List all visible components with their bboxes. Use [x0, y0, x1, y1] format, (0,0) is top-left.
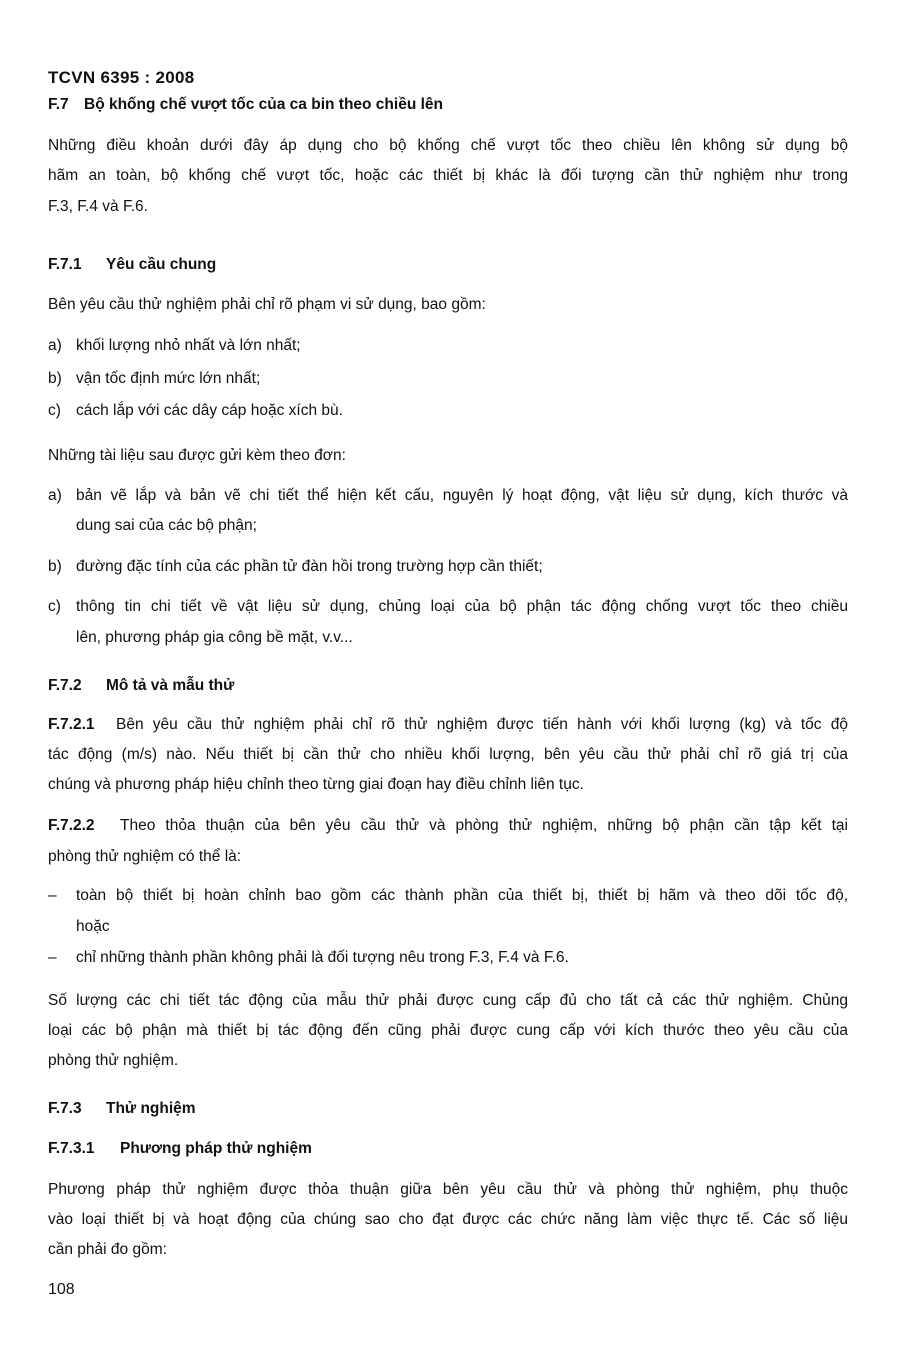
list-item: [48, 557, 848, 577]
paragraph-line: Phương pháp thử nghiệm được thỏa thuận giữa bên yêu cầu thử và phòng thử nghiệm, phụ thuộc: [48, 1181, 848, 1198]
paragraph-line: hãm an toàn, bộ khống chế vượt tốc, hoặc các thiết bị khác là đối tượng cần thử nghiệm như trong: [48, 167, 848, 184]
dash-item: [48, 886, 848, 906]
section-title: Yêu cầu chung: [106, 256, 217, 273]
paragraph-line: vào loại thiết bị và hoạt động của chúng sao cho đạt được các chức năng làm việc thực tế. Các số liệu: [48, 1211, 848, 1228]
standard-code: TCVN 6395 : 2008: [48, 68, 195, 87]
section-number: F.7.2: [48, 677, 82, 694]
dash-continuation: hoặc: [76, 918, 110, 935]
paragraph-line: phòng thử nghiệm.: [48, 1052, 179, 1069]
paragraph-line: Bên yêu cầu thử nghiệm phải chỉ rõ phạm vi sử dụng, bao gồm:: [48, 296, 486, 313]
paragraph-line: Những điều khoản dưới đây áp dụng cho bộ khống chế vượt tốc theo chiều lên không sử dụng bộ: [48, 137, 848, 154]
section-title: Bộ khống chế vượt tốc của ca bin theo chiều lên: [84, 96, 443, 113]
dash-label: –: [48, 949, 57, 966]
list-continuation: lên, phương pháp gia công bề mặt, v.v...: [76, 629, 353, 646]
section-title: Thử nghiệm: [106, 1100, 196, 1117]
clause-text: Bên yêu cầu thử nghiệm phải chỉ rõ thử nghiệm được tiến hành với khối lượng (kg) và tốc độ: [116, 716, 848, 733]
section-heading-f71: [48, 255, 848, 275]
paragraph-line: cần phải đo gồm:: [48, 1241, 167, 1258]
paragraph-line: [48, 816, 848, 836]
list-text: cách lắp với các dây cáp hoặc xích bù.: [76, 402, 343, 419]
paragraph-line: tác động (m/s) nào. Nếu thiết bị cần thử cho nhiều khối lượng, bên yêu cầu thử phải chỉ rõ giá trị của: [48, 746, 848, 763]
paragraph-line: Những tài liệu sau được gửi kèm theo đơn:: [48, 447, 346, 464]
subsection-title: Phương pháp thử nghiệm: [120, 1140, 312, 1157]
list-item: [48, 597, 848, 617]
subsection-heading-f731: [48, 1139, 848, 1159]
list-item: [48, 369, 848, 389]
list-item: [48, 336, 848, 356]
dash-label: –: [48, 887, 57, 904]
clause-number: F.7.2.2: [48, 817, 95, 834]
subsection-number: F.7.3.1: [48, 1140, 95, 1157]
section-title: Mô tả và mẫu thử: [106, 677, 235, 694]
section-heading-f73: [48, 1099, 848, 1119]
dash-text: chỉ những thành phần không phải là đối tượng nêu trong F.3, F.4 và F.6.: [76, 949, 569, 966]
list-label: c): [48, 598, 61, 615]
list-text: khối lượng nhỏ nhất và lớn nhất;: [76, 337, 301, 354]
list-text: thông tin chi tiết về vật liệu sử dụng, chủng loại của bộ phận tác động chống vượt tốc theo chiều: [76, 598, 848, 615]
list-label: a): [48, 337, 62, 354]
list-label: a): [48, 487, 62, 504]
list-text: vận tốc định mức lớn nhất;: [76, 370, 261, 387]
paragraph-line: [48, 715, 848, 735]
paragraph-line: F.3, F.4 và F.6.: [48, 198, 148, 215]
section-number: F.7.1: [48, 256, 82, 273]
paragraph-line: Số lượng các chi tiết tác động của mẫu thử phải được cung cấp đủ cho tất cả các thử nghiệm. Chủng: [48, 992, 848, 1009]
paragraph-line: phòng thử nghiệm có thể là:: [48, 848, 242, 865]
dash-item: [48, 948, 848, 968]
list-continuation: dung sai của các bộ phận;: [76, 517, 257, 534]
list-label: b): [48, 558, 62, 575]
page-number: 108: [48, 1281, 75, 1298]
list-text: bản vẽ lắp và bản vẽ chi tiết thể hiện kết cấu, nguyên lý hoạt động, vật liệu sử dụng, kích thước và: [76, 487, 848, 504]
clause-text: Theo thỏa thuận của bên yêu cầu thử và phòng thử nghiệm, những bộ phận cần tập kết tại: [120, 817, 848, 834]
section-heading-f72: [48, 676, 848, 696]
list-item: [48, 401, 848, 421]
section-heading-f7: [48, 95, 848, 115]
paragraph-line: loại các bộ phận mà thiết bị tác động đến cũng phải được cung cấp với kích thước theo yêu cầu của: [48, 1022, 848, 1039]
paragraph-line: chúng và phương pháp hiệu chỉnh theo từng giai đoạn hay điều chỉnh liên tục.: [48, 776, 584, 793]
list-label: c): [48, 402, 61, 419]
list-label: b): [48, 370, 62, 387]
clause-number: F.7.2.1: [48, 716, 95, 733]
list-item: [48, 486, 848, 506]
section-number: F.7.3: [48, 1100, 82, 1117]
dash-text: toàn bộ thiết bị hoàn chỉnh bao gồm các thành phần của thiết bị, thiết bị hãm và theo dõi tốc độ,: [76, 887, 848, 904]
list-text: đường đặc tính của các phần tử đàn hồi trong trường hợp cần thiết;: [76, 558, 543, 575]
section-number: F.7: [48, 96, 69, 113]
